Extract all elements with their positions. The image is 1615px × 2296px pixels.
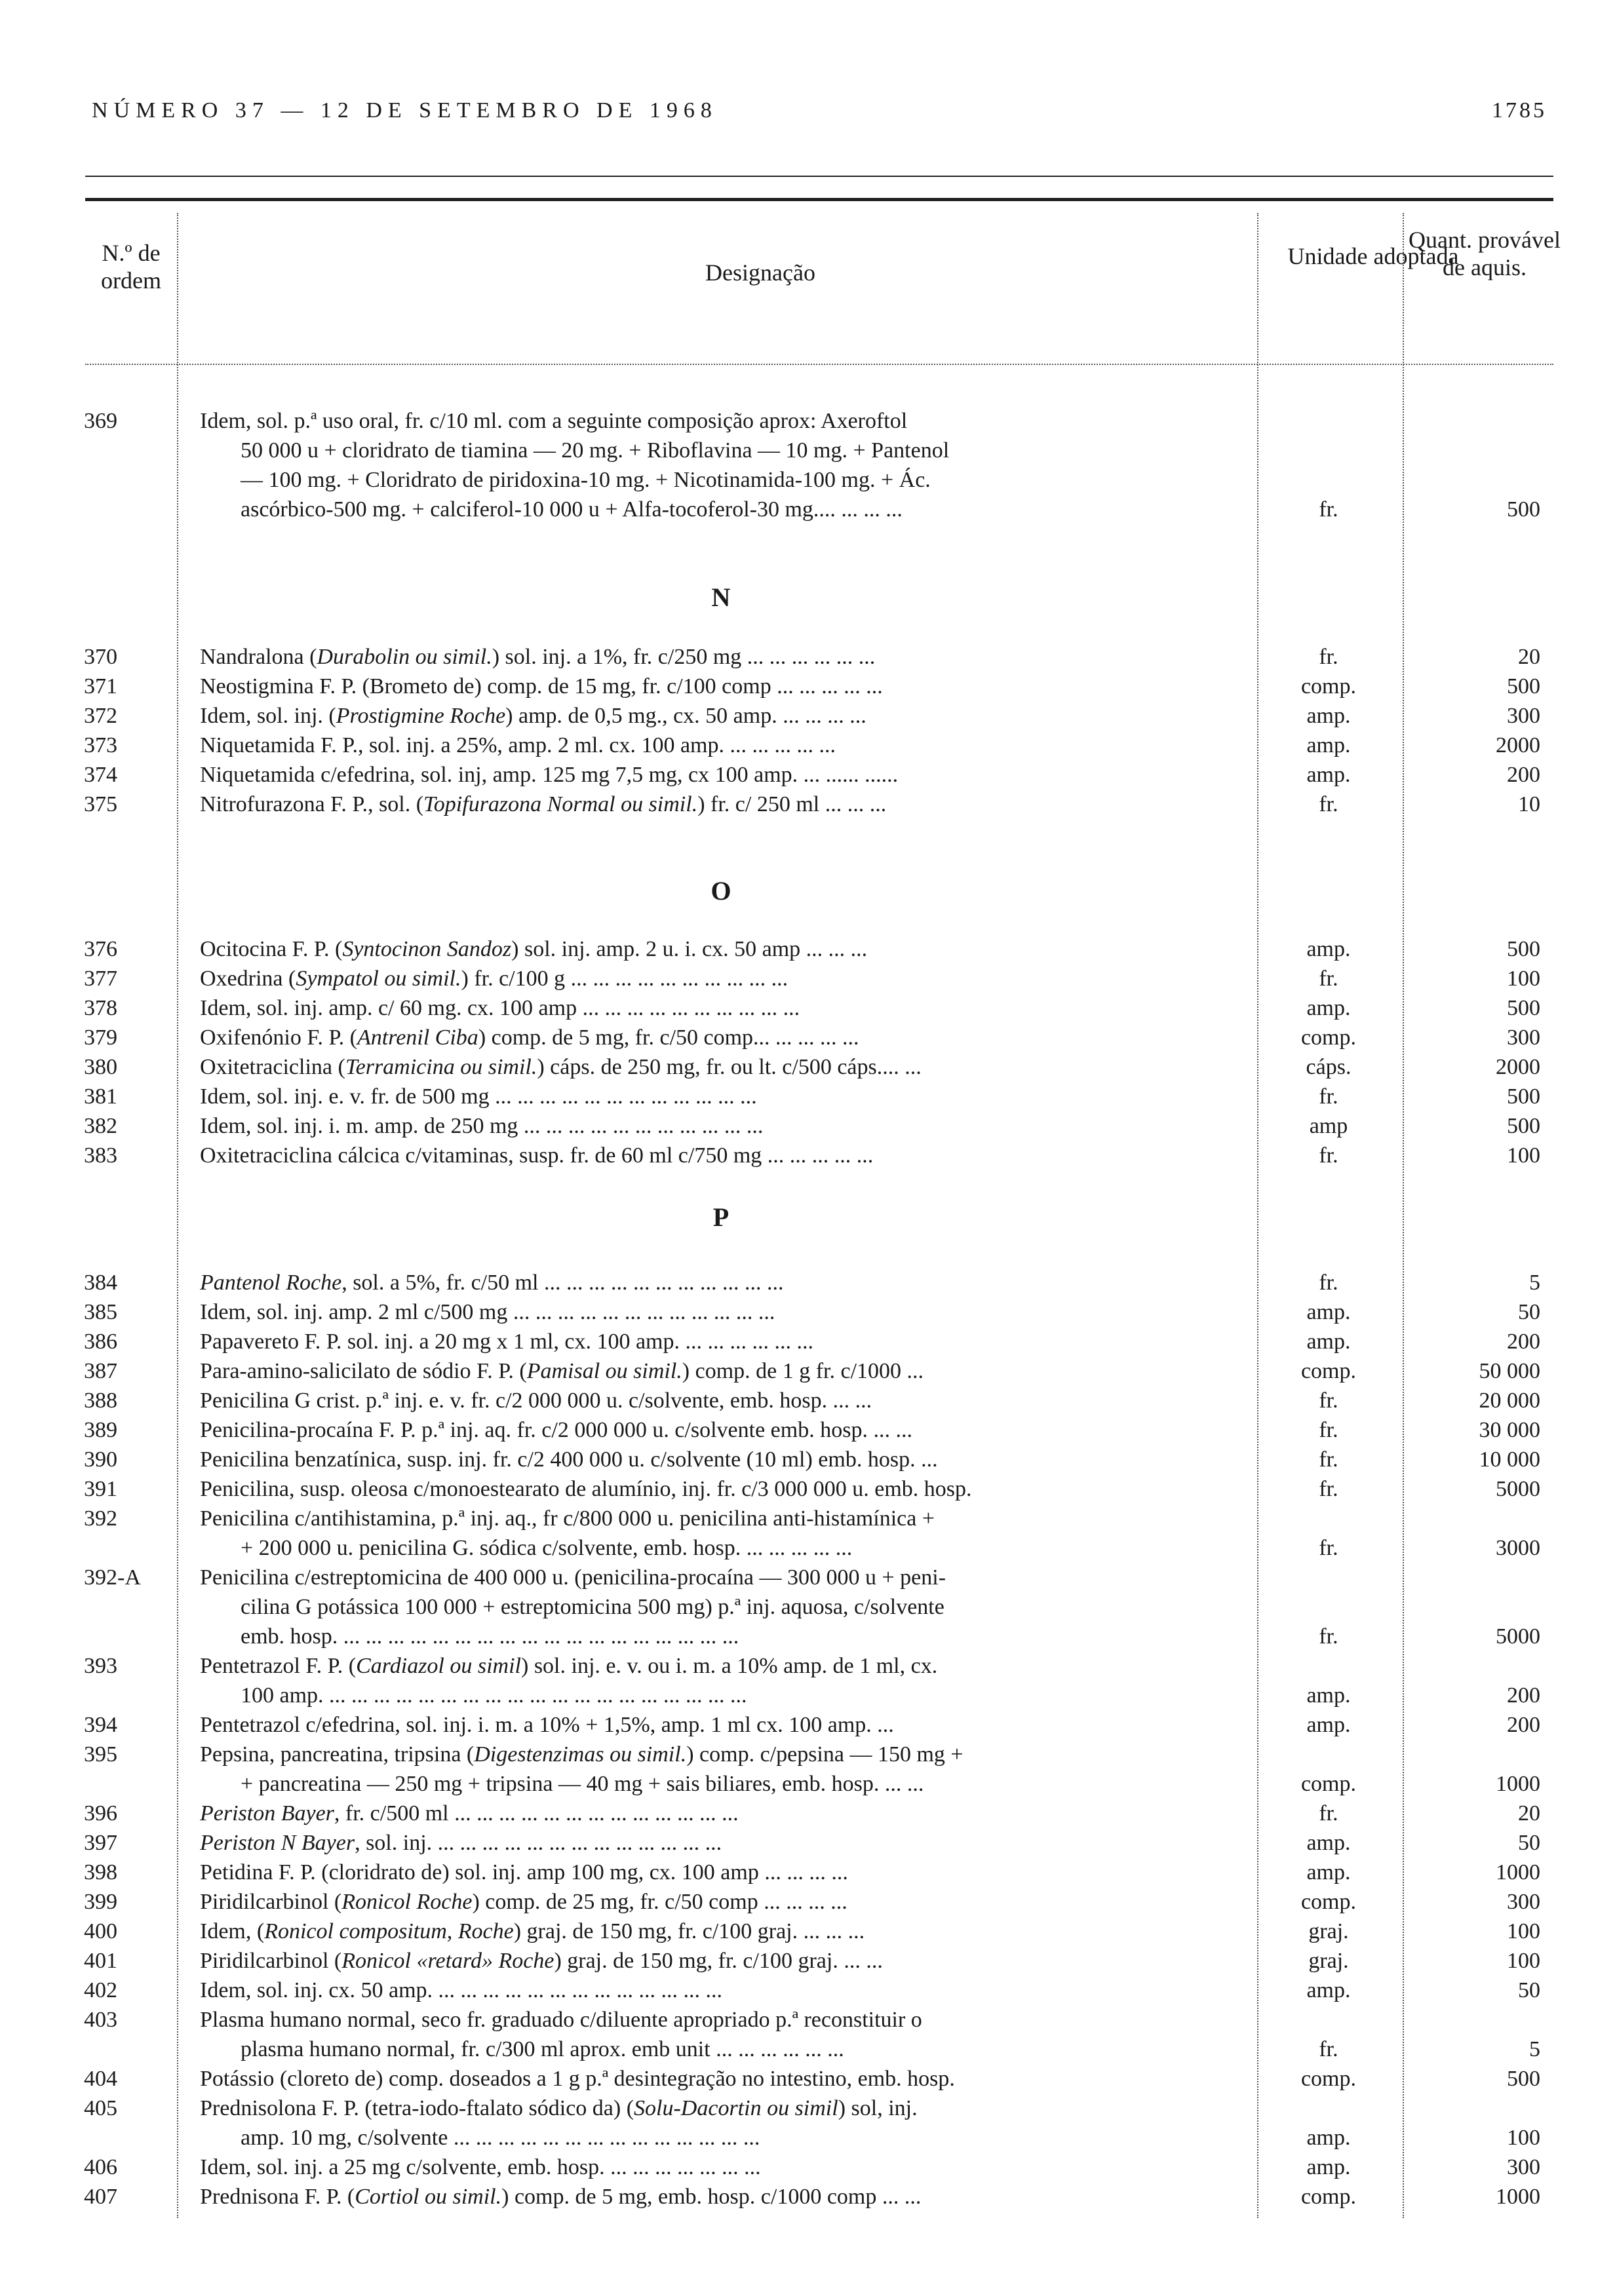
row-quantity: 50 [1518, 1831, 1540, 1855]
row-unit: fr. [1319, 1801, 1338, 1826]
designation-line: Periston N Bayer, sol. inj. ... ... ... ... ... ... ... ... ... ... ... ... ... [200, 1831, 722, 1855]
row-unit: amp. [1306, 1860, 1351, 1885]
row-unit: fr. [1319, 497, 1338, 522]
designation-line: Penicilina-procaína F. P. p.ª inj. aq. fr. c/2 000 000 u. c/solvente emb. hosp. ... ... [200, 1418, 912, 1442]
row-quantity: 200 [1507, 763, 1540, 787]
row-designation [200, 1297, 1252, 1327]
row-unit: cáps. [1306, 1055, 1352, 1079]
row-quantity: 20 [1518, 1801, 1540, 1826]
row-order-number: 401 [84, 1949, 117, 1973]
row-unit: fr. [1319, 792, 1338, 816]
designation-line: Piridilcarbinol (Ronicol Roche) comp. de 25 mg, fr. c/50 comp ... ... ... ... [200, 1890, 847, 1914]
row-order-number: 391 [84, 1477, 117, 1501]
row-order-number: 396 [84, 1801, 117, 1826]
row-designation [200, 1356, 1252, 1386]
row-quantity: 500 [1507, 996, 1540, 1020]
designation-line: Potássio (cloreto de) comp. doseados a 1 g p.ª desintegração no intestino, emb. hosp. [200, 2067, 955, 2091]
row-designation [200, 1445, 1252, 1474]
row-order-number: 382 [84, 1114, 117, 1138]
row-order-number: 386 [84, 1330, 117, 1354]
col-designacao-header: Designação [705, 259, 815, 286]
row-designation [200, 1651, 1252, 1710]
row-quantity: 200 [1507, 1713, 1540, 1737]
row-unit: fr. [1319, 645, 1338, 669]
row-unit: comp. [1300, 674, 1357, 698]
designation-line: Pentetrazol F. P. (Cardiazol ou simil) sol. inj. e. v. ou i. m. a 10% amp. de 1 ml, cx. [200, 1654, 938, 1678]
designation-line: Periston Bayer, fr. c/500 ml ... ... ... ... ... ... ... ... ... ... ... ... ... [200, 1801, 739, 1826]
row-quantity: 300 [1507, 704, 1540, 728]
row-designation [200, 2094, 1252, 2152]
row-unit: graj. [1308, 1949, 1349, 1973]
row-designation [200, 2005, 1252, 2064]
row-unit: amp. [1306, 2126, 1351, 2150]
row-quantity: 50 [1518, 1978, 1540, 2002]
row-order-number: 394 [84, 1713, 117, 1737]
section-letter-n: N [711, 583, 731, 612]
header-rule-thin [85, 176, 1553, 177]
designation-line: Ocitocina F. P. (Syntocinon Sandoz) sol. inj. amp. 2 u. i. cx. 50 amp ... ... ... [200, 937, 868, 961]
row-designation [200, 2064, 1252, 2094]
designation-line: Papavereto F. P. sol. inj. a 20 mg x 1 ml, cx. 100 amp. ... ... ... ... ... ... [200, 1330, 813, 1354]
row-order-number: 406 [84, 2155, 117, 2179]
row-quantity: 5000 [1496, 1477, 1540, 1501]
row-order-number: 375 [84, 792, 117, 816]
row-designation [200, 1327, 1252, 1356]
row-quantity: 10 [1518, 792, 1540, 816]
row-unit: amp. [1306, 704, 1351, 728]
row-quantity: 1000 [1496, 1772, 1540, 1796]
row-order-number: 405 [84, 2096, 117, 2120]
row-quantity: 300 [1507, 2155, 1540, 2179]
row-order-number: 378 [84, 996, 117, 1020]
row-unit: amp. [1306, 937, 1351, 961]
row-quantity: 3000 [1496, 1536, 1540, 1560]
col-unidade-header: Unidade adoptada [1287, 243, 1459, 269]
table-header [85, 213, 1561, 365]
row-designation [200, 1976, 1252, 2005]
row-quantity: 100 [1507, 1919, 1540, 1943]
row-designation [200, 1082, 1252, 1111]
row-quantity: 100 [1507, 1143, 1540, 1168]
row-designation [200, 1710, 1252, 1740]
designation-line: Idem, sol. inj. amp. c/ 60 mg. cx. 100 amp ... ... ... ... ... ... ... ... ... ... [200, 996, 800, 1020]
row-order-number: 387 [84, 1359, 117, 1383]
row-designation [200, 1111, 1252, 1141]
row-unit: fr. [1319, 1388, 1338, 1413]
designation-line: Para-amino-salicilato de sódio F. P. (Pamisal ou simil.) comp. de 1 g fr. c/1000 ... [200, 1359, 924, 1383]
designation-line: Pantenol Roche, sol. a 5%, fr. c/50 ml ... ... ... ... ... ... ... ... ... ... ... [200, 1271, 784, 1295]
designation-line: cilina G potássica 100 000 + estreptomicina 500 mg) p.ª inj. aquosa, c/solvente [241, 1595, 944, 1619]
page-header [92, 98, 1547, 138]
row-unit: amp. [1306, 1330, 1351, 1354]
row-order-number: 402 [84, 1978, 117, 2002]
row-unit: comp. [1300, 2067, 1357, 2091]
row-designation [200, 790, 1252, 819]
row-quantity: 2000 [1496, 1055, 1540, 1079]
designation-line: + 200 000 u. penicilina G. sódica c/solvente, emb. hosp. ... ... ... ... ... [241, 1536, 853, 1560]
row-order-number: 385 [84, 1300, 117, 1324]
row-unit: fr. [1319, 966, 1338, 991]
designation-line: Penicilina benzatínica, susp. inj. fr. c/2 400 000 u. c/solvente (10 ml) emb. hosp. ... [200, 1447, 938, 1472]
row-designation [200, 1917, 1252, 1946]
row-designation [200, 934, 1252, 964]
row-designation [200, 1887, 1252, 1917]
row-designation [200, 1386, 1252, 1415]
col-ordem-header: N.º de ordem [101, 240, 161, 294]
designation-line: Prednisona F. P. (Cortiol ou simil.) comp. de 5 mg, emb. hosp. c/1000 comp ... ... [200, 2185, 922, 2209]
row-unit: amp. [1306, 763, 1351, 787]
designation-line: Pentetrazol c/efedrina, sol. inj. i. m. a 10% + 1,5%, amp. 1 ml cx. 100 amp. ... [200, 1713, 894, 1737]
row-designation [200, 1474, 1252, 1504]
row-unit: amp. [1306, 1300, 1351, 1324]
row-order-number: 383 [84, 1143, 117, 1168]
page-number: 1785 [1492, 98, 1547, 123]
row-quantity: 500 [1507, 1084, 1540, 1109]
row-quantity: 300 [1507, 1025, 1540, 1050]
row-quantity: 500 [1507, 937, 1540, 961]
designation-line: Penicilina c/estreptomicina de 400 000 u. (penicilina-procaína — 300 000 u + peni- [200, 1565, 946, 1590]
designation-line: Nandralona (Durabolin ou simil.) sol. inj. a 1%, fr. c/250 mg ... ... ... ... ... ... [200, 645, 876, 669]
designation-line: 50 000 u + cloridrato de tiamina — 20 mg. + Riboflavina — 10 mg. + Pantenol [241, 438, 950, 463]
designation-line: Idem, sol. inj. (Prostigmine Roche) amp. de 0,5 mg., cx. 50 amp. ... ... ... ... [200, 704, 866, 728]
row-quantity: 300 [1507, 1890, 1540, 1914]
section-letter-o: O [710, 876, 731, 906]
designation-line: Penicilina G crist. p.ª inj. e. v. fr. c/2 000 000 u. c/solvente, emb. hosp. ... ... [200, 1388, 872, 1413]
row-unit: amp [1309, 1114, 1348, 1138]
issue-title: NÚMERO 37 — 12 DE SETEMBRO DE 1968 [92, 98, 718, 123]
designation-line: Niquetamida c/efedrina, sol. inj, amp. 125 mg 7,5 mg, cx 100 amp. ... ...... ...... [200, 763, 899, 787]
row-quantity: 100 [1507, 966, 1540, 991]
designation-line: plasma humano normal, fr. c/300 ml aprox. emb unit ... ... ... ... ... ... [241, 2037, 844, 2061]
row-quantity: 2000 [1496, 733, 1540, 757]
row-unit: amp. [1306, 1831, 1351, 1855]
designation-line: Idem, sol. inj. a 25 mg c/solvente, emb. hosp. ... ... ... ... ... ... ... [200, 2155, 761, 2179]
row-designation [200, 1946, 1252, 1976]
designation-line: Oxitetraciclina cálcica c/vitaminas, susp. fr. de 60 ml c/750 mg ... ... ... ... ... [200, 1143, 874, 1168]
row-designation [200, 2152, 1252, 2182]
row-designation [200, 406, 1252, 524]
header-rule-thick [85, 198, 1553, 201]
row-unit: graj. [1308, 1919, 1349, 1943]
row-unit: fr. [1319, 1418, 1338, 1442]
row-quantity: 100 [1507, 1949, 1540, 1973]
row-quantity: 500 [1507, 2067, 1540, 2091]
row-unit: fr. [1319, 1477, 1338, 1501]
row-designation [200, 1563, 1252, 1651]
row-order-number: 380 [84, 1055, 117, 1079]
designation-line: Oxedrina (Sympatol ou simil.) fr. c/100 g ... ... ... ... ... ... ... ... ... ... [200, 966, 788, 991]
designation-line: Idem, sol. inj. i. m. amp. de 250 mg ... ... ... ... ... ... ... ... ... ... ... [200, 1114, 764, 1138]
row-unit: fr. [1319, 1143, 1338, 1168]
designation-line: emb. hosp. ... ... ... ... ... ... ... ... ... ... ... ... ... ... ... ... ... ... [241, 1624, 739, 1649]
row-order-number: 384 [84, 1271, 117, 1295]
row-designation [200, 1858, 1252, 1887]
designation-line: ascórbico-500 mg. + calciferol-10 000 u + Alfa-tocoferol-30 mg.... ... ... ... [241, 497, 903, 522]
row-quantity: 30 000 [1479, 1418, 1540, 1442]
row-quantity: 50 [1518, 1300, 1540, 1324]
col-quantidade-header: Quant. provável de aquis. [1409, 227, 1561, 280]
row-quantity: 5 [1529, 2037, 1540, 2061]
row-unit: fr. [1319, 1447, 1338, 1472]
row-quantity: 20 000 [1479, 1388, 1540, 1413]
row-unit: amp. [1306, 1683, 1351, 1708]
designation-line: Neostigmina F. P. (Brometo de) comp. de 15 mg, fr. c/100 comp ... ... ... ... ... [200, 674, 883, 698]
designation-line: Plasma humano normal, seco fr. graduado c/diluente apropriado p.ª reconstituir o [200, 2008, 922, 2032]
row-order-number: 379 [84, 1025, 117, 1050]
designation-line: Piridilcarbinol (Ronicol «retard» Roche) graj. de 150 mg, fr. c/100 graj. ... ... [200, 1949, 883, 1973]
row-order-number: 389 [84, 1418, 117, 1442]
designation-line: Niquetamida F. P., sol. inj. a 25%, amp. 2 ml. cx. 100 amp. ... ... ... ... ... [200, 733, 836, 757]
row-order-number: 374 [84, 763, 117, 787]
designation-line: Oxitetraciclina (Terramicina ou simil.) cáps. de 250 mg, fr. ou lt. c/500 cáps.... ... [200, 1055, 922, 1079]
row-order-number: 381 [84, 1084, 117, 1109]
row-designation [200, 1141, 1252, 1170]
row-order-number: 369 [84, 409, 117, 433]
row-order-number: 392 [84, 1506, 117, 1531]
row-unit: comp. [1300, 1359, 1357, 1383]
designation-line: Idem, sol. inj. amp. 2 ml c/500 mg ... ... ... ... ... ... ... ... ... ... ... ... [200, 1300, 775, 1324]
designation-line: Penicilina c/antihistamina, p.ª inj. aq., fr c/800 000 u. penicilina anti-histamínica + [200, 1506, 935, 1531]
designation-line: amp. 10 mg, c/solvente ... ... ... ... ... ... ... ... ... ... ... ... ... ... [241, 2126, 760, 2150]
row-quantity: 10 000 [1479, 1447, 1540, 1472]
row-quantity: 200 [1507, 1683, 1540, 1708]
row-unit: comp. [1300, 1890, 1357, 1914]
designation-line: Idem, sol. inj. cx. 50 amp. ... ... ... ... ... ... ... ... ... ... ... ... ... [200, 1978, 723, 2002]
row-order-number: 392-A [84, 1565, 141, 1590]
row-unit: fr. [1319, 1084, 1338, 1109]
designation-line: Penicilina, susp. oleosa c/monoestearato de alumínio, inj. fr. c/3 000 000 u. emb. hosp. [200, 1477, 972, 1501]
row-quantity: 20 [1518, 645, 1540, 669]
row-quantity: 1000 [1496, 1860, 1540, 1885]
row-unit: comp. [1300, 1025, 1357, 1050]
row-designation [200, 672, 1252, 701]
row-quantity: 500 [1507, 497, 1540, 522]
row-designation [200, 760, 1252, 790]
row-order-number: 398 [84, 1860, 117, 1885]
row-order-number: 390 [84, 1447, 117, 1472]
row-designation [200, 1415, 1252, 1445]
row-quantity: 100 [1507, 2126, 1540, 2150]
designation-line: Prednisolona F. P. (tetra-iodo-ftalato sódico da) (Solu-Dacortin ou simil) sol, inj. [200, 2096, 918, 2120]
designation-line: 100 amp. ... ... ... ... ... ... ... ... ... ... ... ... ... ... ... ... ... ... ... [241, 1683, 747, 1708]
designation-line: Idem, sol. inj. e. v. fr. de 500 mg ... ... ... ... ... ... ... ... ... ... ... ... [200, 1084, 757, 1109]
row-designation [200, 993, 1252, 1023]
row-unit: fr. [1319, 1536, 1338, 1560]
designation-line: + pancreatina — 250 mg + tripsina — 40 mg + sais biliares, emb. hosp. ... ... [241, 1772, 924, 1796]
designation-line: Nitrofurazona F. P., sol. (Topifurazona Normal ou simil.) fr. c/ 250 ml ... ... ... [200, 792, 887, 816]
row-order-number: 397 [84, 1831, 117, 1855]
row-designation [200, 2182, 1252, 2211]
row-unit: amp. [1306, 2155, 1351, 2179]
row-designation [200, 1023, 1252, 1052]
row-order-number: 372 [84, 704, 117, 728]
row-designation [200, 1052, 1252, 1082]
row-designation [200, 731, 1252, 760]
row-order-number: 376 [84, 937, 117, 961]
row-unit: fr. [1319, 2037, 1338, 2061]
designation-line: Oxifenónio F. P. (Antrenil Ciba) comp. de 5 mg, fr. c/50 comp... ... ... ... ... [200, 1025, 859, 1050]
row-unit: amp. [1306, 1713, 1351, 1737]
designation-line: Idem, (Ronicol compositum, Roche) graj. de 150 mg, fr. c/100 graj. ... ... ... [200, 1919, 865, 1943]
section-letter-p: P [712, 1202, 730, 1232]
row-quantity: 50 000 [1479, 1359, 1540, 1383]
row-unit: comp. [1300, 2185, 1357, 2209]
row-order-number: 373 [84, 733, 117, 757]
row-unit: amp. [1306, 1978, 1351, 2002]
designation-line: Idem, sol. p.ª uso oral, fr. c/10 ml. com a seguinte composição aprox: Axeroftol [200, 409, 908, 433]
row-order-number: 377 [84, 966, 117, 991]
designation-line: — 100 mg. + Cloridrato de piridoxina-10 mg. + Nicotinamida-100 mg. + Ác. [241, 468, 931, 492]
row-quantity: 5000 [1496, 1624, 1540, 1649]
row-quantity: 1000 [1496, 2185, 1540, 2209]
row-designation [200, 1799, 1252, 1828]
row-unit: fr. [1319, 1271, 1338, 1295]
row-designation [200, 1504, 1252, 1563]
row-designation [200, 701, 1252, 731]
row-order-number: 400 [84, 1919, 117, 1943]
row-order-number: 388 [84, 1388, 117, 1413]
row-order-number: 395 [84, 1742, 117, 1767]
row-order-number: 393 [84, 1654, 117, 1678]
row-order-number: 403 [84, 2008, 117, 2032]
row-order-number: 407 [84, 2185, 117, 2209]
row-unit: amp. [1306, 996, 1351, 1020]
row-order-number: 371 [84, 674, 117, 698]
row-unit: fr. [1319, 1624, 1338, 1649]
row-order-number: 370 [84, 645, 117, 669]
row-designation [200, 1828, 1252, 1858]
row-quantity: 500 [1507, 1114, 1540, 1138]
designation-line: Pepsina, pancreatina, tripsina (Digestenzimas ou simil.) comp. c/pepsina — 150 mg + [200, 1742, 963, 1767]
row-unit: amp. [1306, 733, 1351, 757]
row-quantity: 200 [1507, 1330, 1540, 1354]
row-quantity: 500 [1507, 674, 1540, 698]
row-designation [200, 642, 1252, 672]
designation-line: Petidina F. P. (cloridrato de) sol. inj. amp 100 mg, cx. 100 amp ... ... ... ... [200, 1860, 848, 1885]
row-designation [200, 964, 1252, 993]
row-quantity: 5 [1529, 1271, 1540, 1295]
row-unit: comp. [1300, 1772, 1357, 1796]
row-designation [200, 1268, 1252, 1297]
row-order-number: 404 [84, 2067, 117, 2091]
row-order-number: 399 [84, 1890, 117, 1914]
row-designation [200, 1740, 1252, 1799]
